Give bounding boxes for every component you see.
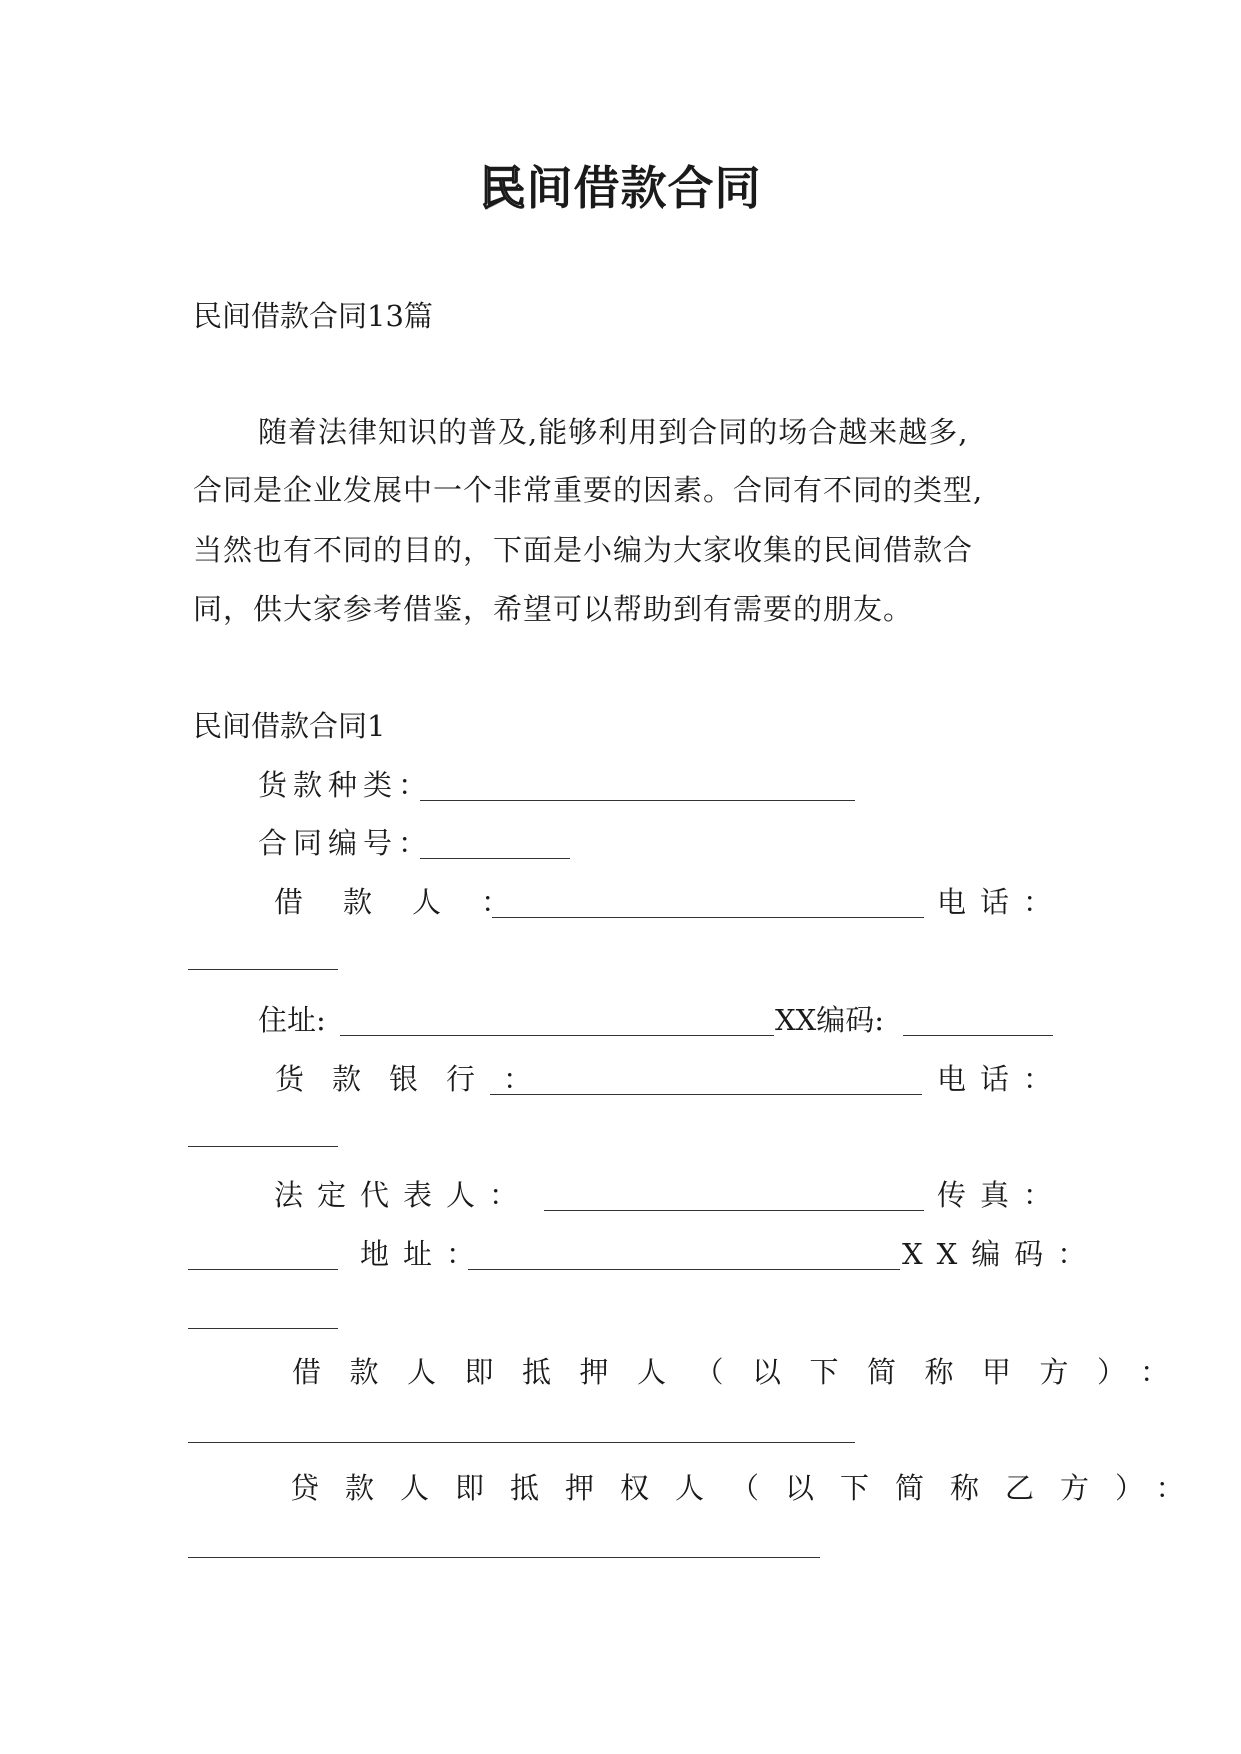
contract-no-label: 合同编号： xyxy=(258,826,434,860)
legal-rep-blank xyxy=(544,1188,924,1211)
phone2-blank xyxy=(188,1124,338,1147)
loan-type-label: 货款种类： xyxy=(258,768,434,802)
legal-rep-label: 法定代表人： xyxy=(274,1178,533,1212)
fax-blank xyxy=(188,1247,338,1270)
postcode2-label: XX编码： xyxy=(902,1237,1101,1271)
title-rest: 间借款合同 xyxy=(526,161,762,215)
borrower-blank xyxy=(492,895,924,918)
postcode-blank xyxy=(903,1013,1053,1036)
loan-type-blank xyxy=(420,778,855,801)
intro-line-4: 同，供大家参考借鉴，希望可以帮助到有需要的朋友。 xyxy=(193,592,914,626)
phone-label: 电话： xyxy=(937,885,1067,919)
lender-bank-blank xyxy=(490,1072,922,1095)
postcode-label: XX编码: xyxy=(775,1003,885,1037)
party-b-blank xyxy=(188,1535,820,1558)
phone2-label: 电话： xyxy=(937,1062,1067,1096)
fax-label: 传真： xyxy=(937,1178,1067,1212)
phone-blank xyxy=(188,947,338,970)
section-heading: 民间借款合同1 xyxy=(193,709,386,743)
lender-bank-label: 货款银行： xyxy=(275,1062,561,1096)
address-label: 住址: xyxy=(258,1003,326,1037)
intro-line-1: 随着法律知识的普及,能够利用到合同的场合越来越多, xyxy=(258,415,969,449)
title-first-char: 民 xyxy=(479,161,527,215)
party-b-label: 贷款人即抵押权人（以下简称乙方）： xyxy=(290,1471,1211,1505)
address2-blank xyxy=(468,1247,900,1270)
party-a-blank xyxy=(188,1420,855,1443)
subtitle: 民间借款合同13篇 xyxy=(193,299,433,333)
party-a-label: 借款人即抵押人（以下简称甲方）： xyxy=(292,1355,1198,1389)
address-blank xyxy=(340,1013,774,1036)
address2-label: 地址： xyxy=(360,1237,490,1271)
intro-line-3: 当然也有不同的目的，下面是小编为大家收集的民间借款合 xyxy=(193,533,974,567)
contract-no-blank xyxy=(420,836,570,859)
intro-line-2: 合同是企业发展中一个非常重要的因素。合同有不同的类型, xyxy=(193,473,984,507)
postcode2-blank xyxy=(188,1306,338,1329)
document-title xyxy=(0,160,1241,216)
borrower-label: 借款人： xyxy=(274,885,551,919)
